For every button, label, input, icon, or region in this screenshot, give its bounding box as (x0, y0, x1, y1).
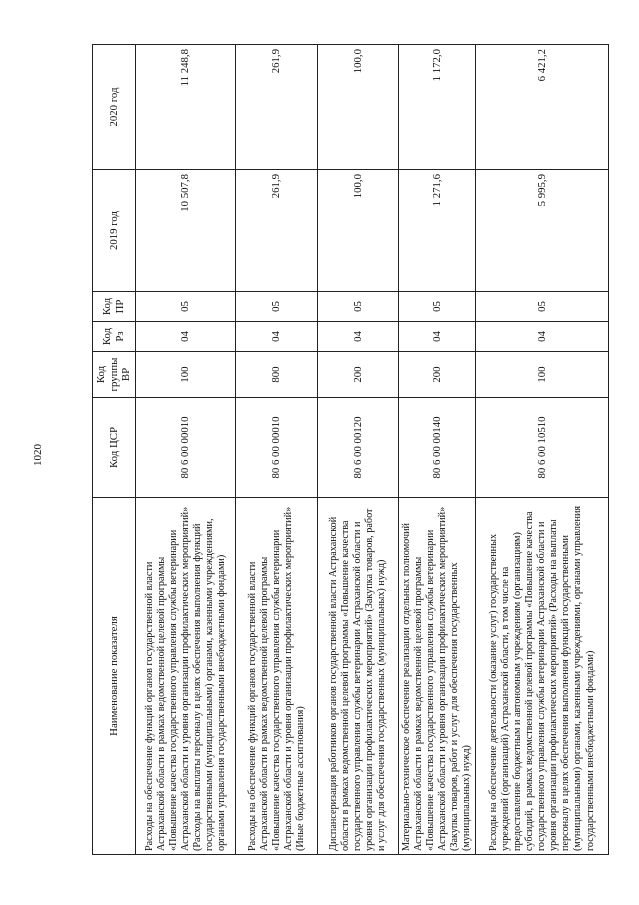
cell-rz: 04 (318, 322, 399, 352)
cell-2019: 100,0 (318, 170, 399, 292)
table-row (236, 45, 318, 855)
cell-vr: 200 (399, 352, 476, 398)
cell-rz: 04 (399, 322, 476, 352)
table-header-row (93, 45, 136, 855)
cell-csr: 80 6 00 00010 (136, 398, 236, 498)
cell-csr: 80 6 00 10510 (476, 398, 609, 498)
table-row (476, 45, 609, 855)
header-name: Наименование показателя (93, 498, 136, 855)
header-vr: Код группы ВР (93, 352, 136, 398)
cell-name: Расходы на обеспечение функций органов государственной власти Астраханской области в рамках ведомственной целевой программы «Повышение качества государственного управления службы ветеринарии Астраханской области и уровня организации профилактических мероприятий» (Расходы на выплаты персоналу в целях обеспечения выполнения функций государственными (муниципальными) органами, казенными учреждениями, органами управления государственными внебюджетными фондами) (136, 498, 236, 855)
cell-pr: 05 (476, 292, 609, 322)
cell-rz: 04 (236, 322, 318, 352)
cell-2019: 1 271,6 (399, 170, 476, 292)
cell-2020: 261,9 (236, 45, 318, 170)
cell-pr: 05 (236, 292, 318, 322)
table-row (318, 45, 399, 855)
cell-csr: 80 6 00 00120 (318, 398, 399, 498)
cell-2019: 10 507,8 (136, 170, 236, 292)
cell-rz: 04 (476, 322, 609, 352)
cell-vr: 100 (136, 352, 236, 398)
cell-rz: 04 (136, 322, 236, 352)
cell-vr: 100 (476, 352, 609, 398)
cell-2019: 5 995,9 (476, 170, 609, 292)
cell-2020: 1 172,0 (399, 45, 476, 170)
header-2020: 2020 год (93, 45, 136, 170)
rotated-page-content (92, 45, 602, 855)
header-pr: Код ПР (93, 292, 136, 322)
cell-2020: 100,0 (318, 45, 399, 170)
header-csr: Код ЦСР (93, 398, 136, 498)
cell-name: Материально-техническое обеспечение реализации отдельных полномочий Астраханской области в рамках ведомственной целевой программы «Повышение качества государственного управления службы ветеринарии Астраханской области и уровня организации профилактических мероприятий» (Закупка товаров, работ и услуг для обеспечения государственных (муниципальных) нужд) (399, 498, 476, 855)
cell-pr: 05 (136, 292, 236, 322)
cell-name: Расходы на обеспечение деятельности (оказание услуг) государственных учреждений (организаций) Астраханской области, в том числе на предоставление бюджетным и автономным учреждениям (организациям) субсидий, в рамках ведомственной целевой программы «Повышение качества государственного управления службы ветеринарии Астраханской области и уровня организации профилактических мероприятий» (Расходы на выплаты персоналу в целях обеспечения выполнения функций государственными (муниципальными) органами, казенными учреждениями, органами управления государственными внебюджетными фондами) (476, 498, 609, 855)
cell-pr: 05 (399, 292, 476, 322)
cell-2019: 261,9 (236, 170, 318, 292)
cell-vr: 800 (236, 352, 318, 398)
cell-csr: 80 6 00 00140 (399, 398, 476, 498)
table-row (399, 45, 476, 855)
cell-name: Диспансеризация работников органов государственной власти Астраханской области в рамках ведомственной целевой программы «Повышение качества государственного управления службы ветеринарии Астраханской области и уровня организации профилактических мероприятий» (Закупка товаров, работ и услуг для обеспечения государственных (муниципальных) нужд) (318, 498, 399, 855)
cell-2020: 6 421,2 (476, 45, 609, 170)
budget-table (92, 44, 609, 855)
cell-2020: 11 248,8 (136, 45, 236, 170)
table-row (136, 45, 236, 855)
header-rz: Код Рз (93, 322, 136, 352)
cell-csr: 80 6 00 00010 (236, 398, 318, 498)
cell-vr: 200 (318, 352, 399, 398)
cell-pr: 05 (318, 292, 399, 322)
header-2019: 2019 год (93, 170, 136, 292)
cell-name: Расходы на обеспечение функций органов государственной власти Астраханской области в рамках ведомственной целевой программы «Повышение качества государственного управления службы ветеринарии Астраханской области и уровня организации профилактических мероприятий» (Иные бюджетные ассигнования) (236, 498, 318, 855)
page-number: 1020 (32, 444, 44, 466)
